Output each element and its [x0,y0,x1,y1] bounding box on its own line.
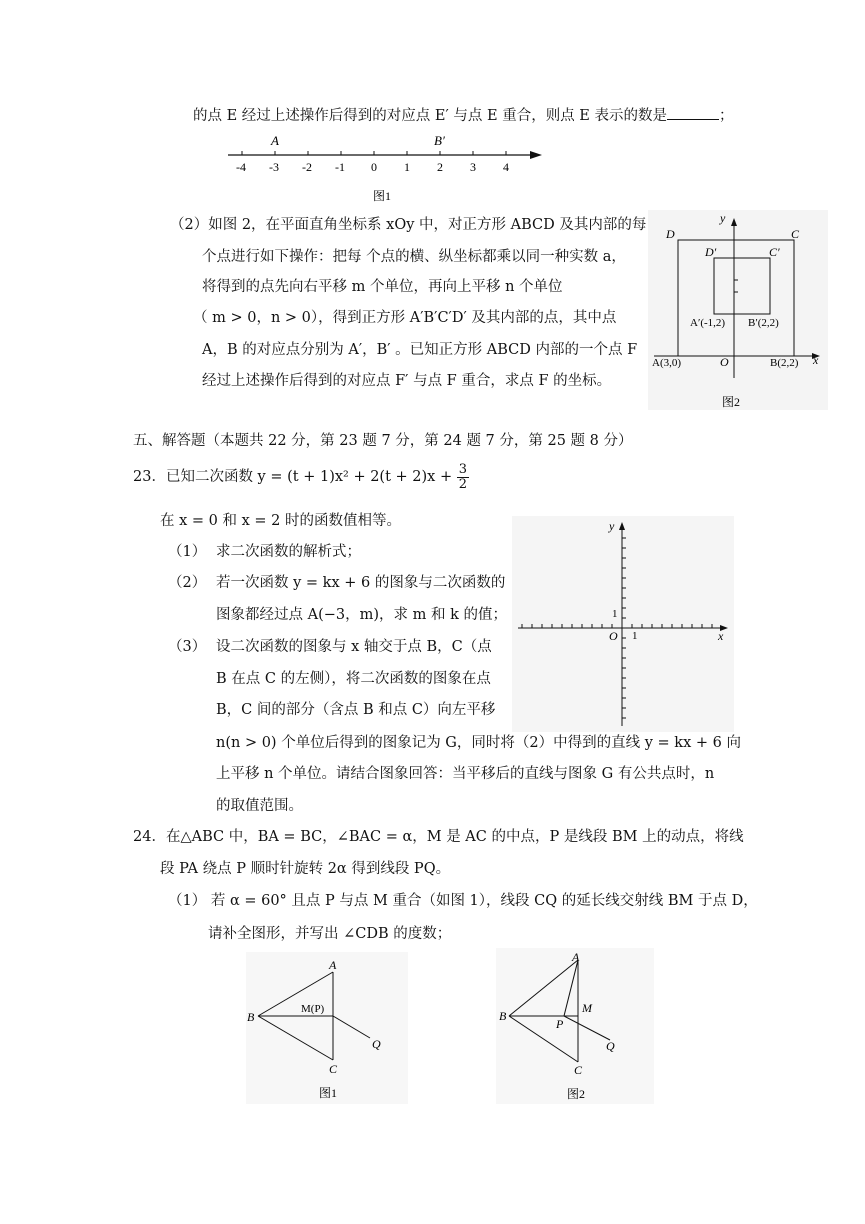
fig2-x-label: x [813,353,819,367]
point-bprime-label: B′ [434,133,445,148]
q23-part-3a: 设二次函数的图象与 x 轴交于点 B，C（点 [216,639,492,655]
q23-part-3d: n(n > 0) 个单位后得到的图象记为 G，同时将（2）中得到的直线 y = kx + 6 向 [216,735,741,751]
number-line-tick-label: -1 [335,160,345,174]
point-a-label: A [271,133,279,148]
q23-part-3f: 的取值范围。 [216,798,303,814]
tri1-caption: 图1 [319,1086,338,1100]
number-line-tick-label: -3 [269,160,279,174]
q23-part-2b: 图象都经过点 A(−3，m)，求 m 和 k 的值； [216,607,507,623]
q24-line-2: 段 PA 绕点 P 顺时针旋转 2α 得到线段 PQ。 [160,861,451,877]
q23-part-3b: B 在点 C 的左侧），将二次函数的图象在点 [216,671,491,687]
fig2-c-label: C [791,227,800,241]
tri1-q-label: Q [372,1037,381,1051]
fig2-d-label: D [666,227,675,241]
figure-2-caption: 图2 [722,395,741,409]
q24-part-1b: 请补全图形，并写出 ∠CDB 的度数； [208,926,452,942]
number-line-tick-label: 4 [503,160,509,174]
fig2-y-label: y [720,211,726,225]
intro-text: 的点 E 经过上述操作后得到的对应点 E′ 与点 E 重合，则点 E 表示的数是 [193,108,668,124]
q2-line-3: 将得到的点先向右平移 m 个单位，再向上平移 n 个单位 [202,279,563,295]
q24-figure-2 [496,948,654,1104]
intro-line [193,107,734,124]
tri2-m-label: M [582,1001,592,1015]
q23-part-3c: B，C 间的部分（含点 B 和点 C）向左平移 [216,702,496,718]
fig2-a-label: A(3,0) [652,357,682,369]
fig2-origin-label: O [720,355,729,369]
q2-line-1: （2）如图 2，在平面直角坐标系 xOy 中，对正方形 ABCD 及其内部的每 [170,217,647,233]
q2-line-4: （ m > 0，n > 0），得到正方形 A′B′C′D′ 及其内部的点，其中点 [193,310,617,326]
fraction-denominator: 2 [458,476,467,492]
q2-line-6: 经过上述操作后得到的对应点 F′ 与点 F 重合，求点 F 的坐标。 [202,373,612,389]
tri1-mp-label: M(P) [301,1003,325,1015]
number-line-tick-label: 2 [437,160,443,174]
tri2-p-label: P [556,1017,564,1031]
figure-1-number-line [222,130,552,210]
q23-part-3e: 上平移 n 个单位。请结合图象回答：当平移后的直线与图象 G 有公共点时，n [216,766,715,782]
tri2-q-label: Q [606,1039,615,1053]
grid-y-one-label: 1 [612,608,618,620]
q24-part-1a: （1） 若 α = 60° 且点 P 与点 M 重合（如图 1），线段 CQ 的延长线交射线 BM 于点 D， [168,893,758,909]
number-line-tick-label: -2 [302,160,312,174]
fig2-b-label: B(2,2) [770,357,799,369]
q23-part-3-num: （3） [168,639,207,655]
fraction-numerator: 3 [458,462,467,477]
intro-tail: ； [719,108,734,124]
q23-part-1: 求二次函数的解析式； [216,544,361,560]
grid-y-label: y [609,519,615,533]
figure-2-coordinate-squares [648,210,828,410]
tri1-b-label: B [247,1010,255,1024]
figure-1-caption: 图1 [373,189,392,203]
q23-coordinate-grid [512,516,734,732]
q23-fraction [457,463,469,491]
section-5-heading: 五、解答题（本题共 22 分，第 23 题 7 分，第 24 题 7 分，第 25 题 8 分） [133,433,633,449]
tri2-b-label: B [499,1009,507,1023]
fig2-dprime-label: D′ [705,245,717,259]
q23-formula: 23．已知二次函数 y = (t + 1)x² + 2(t + 2)x + [133,469,453,486]
q24-figure-1 [246,952,408,1104]
answer-blank [667,107,719,120]
tri2-caption: 图2 [567,1087,586,1101]
number-line-tick-label: 1 [404,160,410,174]
number-line-tick-label: 3 [470,160,476,174]
tri1-c-label: C [329,1062,338,1076]
number-line-tick-label: 0 [371,160,377,174]
q23-part-2a: 若一次函数 y = kx + 6 的图象与二次函数的 [216,575,506,591]
tri2-c-label: C [574,1063,583,1077]
tri2-a-label: A [572,950,580,964]
fig2-cprime-label: C′ [769,245,780,259]
grid-x-one-label: 1 [632,630,638,642]
tri1-a-label: A [329,958,337,972]
q2-line-2: 个点进行如下操作：把每 个点的横、纵坐标都乘以同一种实数 a， [202,249,626,265]
q23-part-2-num: （2） [168,575,207,591]
q24-line-1: 24．在△ABC 中，BA = BC，∠BAC = α，M 是 AC 的中点，P 是线段 BM 上的动点，将线 [133,829,744,845]
fig2-bprime-label: B′(2,2) [748,317,779,329]
number-line-tick-label: -4 [236,160,246,174]
q2-line-5: A，B 的对应点分别为 A′，B′ 。已知正方形 ABCD 内部的一个点 F [202,342,638,358]
q23-line-1: 在 x = 0 和 x = 2 时的函数值相等。 [160,513,401,529]
fig2-aprime-label: A′(-1,2) [690,317,726,329]
q23-head [133,463,469,491]
grid-origin-label: O [609,629,618,643]
q23-part-1-num: （1） [168,544,207,560]
grid-x-label: x [718,629,724,643]
